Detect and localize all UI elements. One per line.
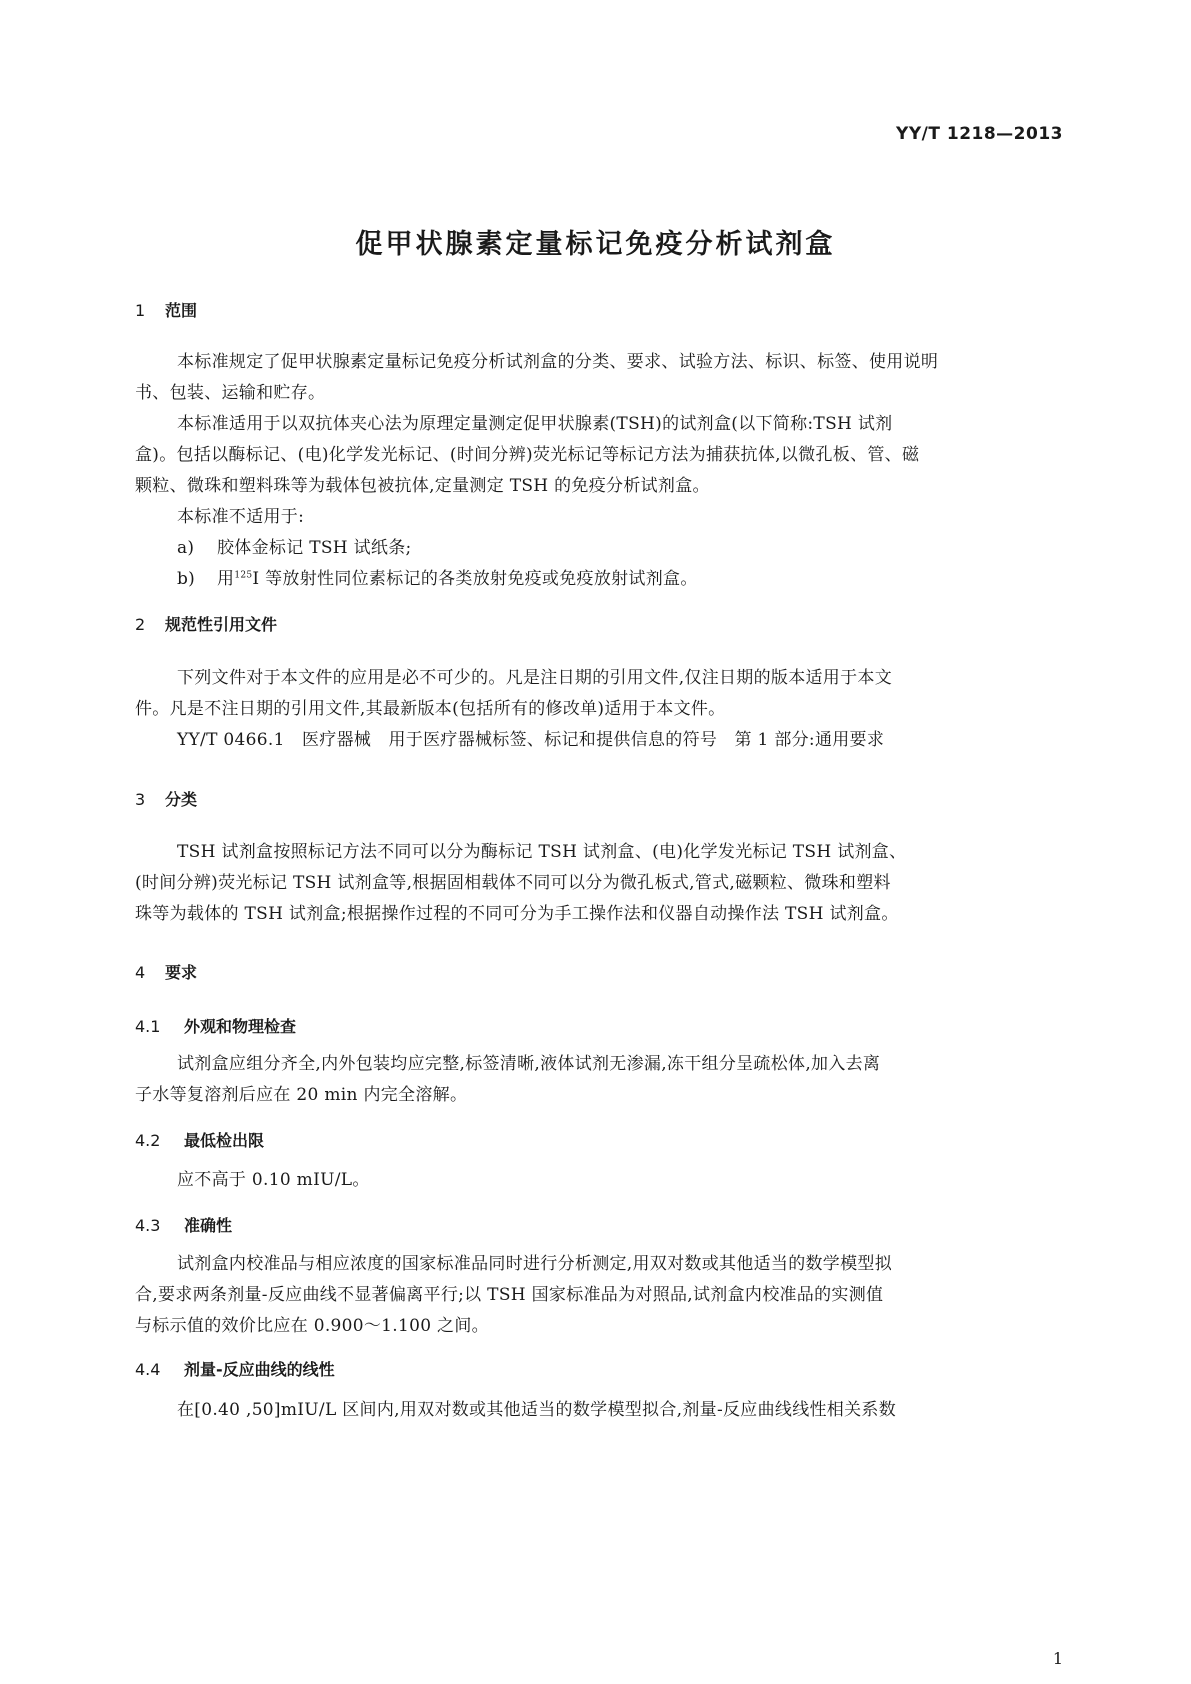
page-number: 1 (1052, 1649, 1063, 1668)
paragraph-line: (时间分辨)荧光标记 TSH 试剂盒等,根据固相载体不同可以分为微孔板式,管式,磁颗粒、微珠和塑料 (135, 873, 891, 893)
section-4-heading (135, 960, 197, 983)
section-title: 最低检出限 (184, 1131, 265, 1150)
section-number: 3 (135, 790, 146, 809)
paragraph-line: 试剂盒应组分齐全,内外包装均应完整,标签清晰,液体试剂无渗漏,冻干组分呈疏松体,加入去离 (177, 1054, 881, 1074)
isotope-superscript: 125 (234, 570, 253, 581)
paragraph-line: 盒)。包括以酶标记、(电)化学发光标记、(时间分辨)荧光标记等标记方法为捕获抗体,以微孔板、管、磁 (135, 445, 920, 465)
section-number: 4.4 (135, 1360, 161, 1379)
paragraph-line: 子水等复溶剂后应在 20 min 内完全溶解。 (135, 1085, 468, 1105)
paragraph-line: 试剂盒内校准品与相应浓度的国家标准品同时进行分析测定,用双对数或其他适当的数学模型拟 (177, 1254, 893, 1274)
paragraph-line: 书、包装、运输和贮存。 (135, 383, 326, 403)
section-title: 准确性 (184, 1216, 233, 1235)
section-2-heading (135, 612, 277, 635)
paragraph-line: 珠等为载体的 TSH 试剂盒;根据操作过程的不同可分为手工操作法和仪器自动操作法 TSH 试剂盒。 (135, 904, 899, 924)
section-4-3-heading (135, 1213, 232, 1236)
list-item-a (135, 533, 1060, 564)
paragraph-line: 本标准适用于以双抗体夹心法为原理定量测定促甲状腺素(TSH)的试剂盒(以下简称:TSH 试剂 (177, 414, 893, 434)
section-4-4-body (135, 1395, 1060, 1426)
paragraph-line: TSH 试剂盒按照标记方法不同可以分为酶标记 TSH 试剂盒、(电)化学发光标记 TSH 试剂盒、 (177, 842, 907, 862)
section-1-body (135, 347, 1060, 595)
section-title: 要求 (165, 963, 198, 982)
section-title: 剂量-反应曲线的线性 (184, 1360, 335, 1379)
list-item-b (135, 564, 1060, 595)
normative-reference: YY/T 0466.1 医疗器械 用于医疗器械标签、标记和提供信息的符号 第 1 部分:通用要求 (177, 730, 885, 750)
section-number: 4.3 (135, 1216, 161, 1235)
paragraph-line: 应不高于 0.10 mIU/L。 (177, 1170, 370, 1190)
paragraph-line: 与标示值的效价比应在 0.900～1.100 之间。 (135, 1316, 489, 1336)
list-marker: b) (177, 569, 196, 589)
list-text: I 等放射性同位素标记的各类放射免疫或免疫放射试剂盒。 (252, 569, 698, 589)
section-4-1-heading (135, 1014, 296, 1037)
section-number: 4.2 (135, 1131, 161, 1150)
section-4-1-body (135, 1049, 1060, 1111)
section-number: 1 (135, 301, 146, 320)
paragraph-line: 本标准不适用于: (177, 507, 305, 527)
paragraph-line: 本标准规定了促甲状腺素定量标记免疫分析试剂盒的分类、要求、试验方法、标识、标签、使用说明 (177, 352, 939, 372)
section-2-body (135, 663, 1060, 756)
section-number: 4 (135, 963, 146, 982)
paragraph-line: 合,要求两条剂量-反应曲线不显著偏离平行;以 TSH 国家标准品为对照品,试剂盒内校准品的实测值 (135, 1285, 884, 1305)
document-title: 促甲状腺素定量标记免疫分析试剂盒 (355, 229, 836, 260)
paragraph-line: 下列文件对于本文件的应用是必不可少的。凡是注日期的引用文件,仅注日期的版本适用于本文 (177, 668, 893, 688)
section-4-4-heading (135, 1357, 335, 1380)
section-number: 4.1 (135, 1017, 161, 1036)
section-3-heading (135, 787, 197, 810)
section-title: 范围 (165, 301, 198, 320)
list-text-prefix: 用 (217, 569, 235, 589)
paragraph-line: 颗粒、微珠和塑料珠等为载体包被抗体,定量测定 TSH 的免疫分析试剂盒。 (135, 476, 710, 496)
standard-code: YY/T 1218—2013 (896, 124, 1063, 144)
list-text: 胶体金标记 TSH 试纸条; (217, 538, 412, 558)
section-4-3-body (135, 1249, 1060, 1342)
section-title: 分类 (165, 790, 198, 809)
section-3-body (135, 837, 1060, 930)
section-4-2-heading (135, 1128, 264, 1151)
list-marker: a) (177, 538, 195, 558)
section-number: 2 (135, 615, 146, 634)
paragraph-line: 件。凡是不注日期的引用文件,其最新版本(包括所有的修改单)适用于本文件。 (135, 699, 726, 719)
section-title: 外观和物理检查 (184, 1017, 297, 1036)
paragraph-line: 在[0.40 ,50]mIU/L 区间内,用双对数或其他适当的数学模型拟合,剂量-反应曲线线性相关系数 (177, 1400, 896, 1420)
section-4-2-body (135, 1165, 1060, 1196)
section-title: 规范性引用文件 (165, 615, 278, 634)
section-1-heading (135, 298, 197, 321)
